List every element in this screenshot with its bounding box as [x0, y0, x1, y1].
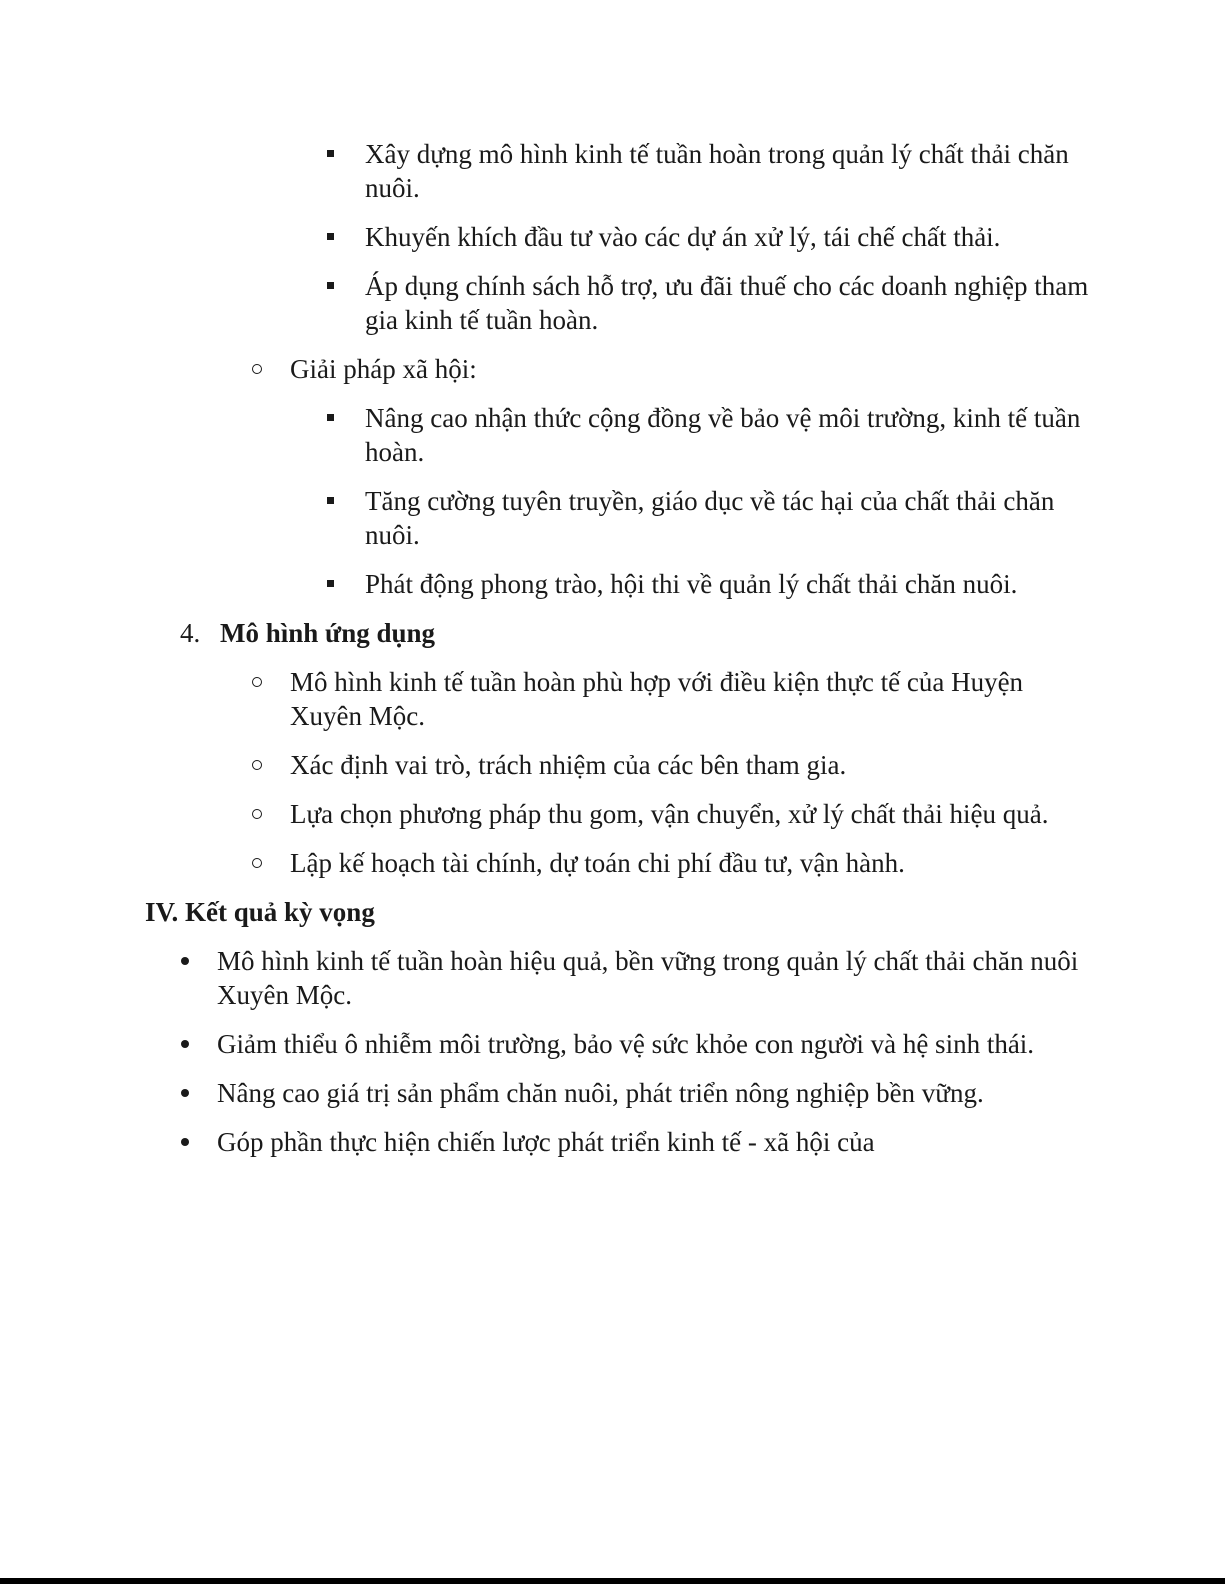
circle-bullet-icon [252, 858, 262, 868]
text-line: Nâng cao giá trị sản phẩm chăn nuôi, phát triển nông nghiệp bền vững. [217, 1078, 984, 1108]
text-line: Tăng cường tuyên truyền, giáo dục về tác hại của chất thải chăn nuôi. [365, 486, 1055, 550]
numbered-heading [180, 616, 1100, 650]
page-bottom-edge-bar [0, 1578, 1225, 1584]
bullet-square [365, 401, 1100, 469]
square-bullet-icon [327, 497, 334, 504]
bullet-square [365, 484, 1100, 552]
circle-bullet-icon [252, 364, 262, 374]
square-bullet-icon [327, 150, 334, 157]
bullet-dot [217, 1076, 1092, 1110]
section-heading [145, 895, 1095, 929]
text-line: Mô hình ứng dụng [220, 618, 436, 648]
document-body [0, 137, 1225, 1159]
dot-bullet-icon [181, 957, 189, 965]
bullet-circle [290, 352, 1095, 386]
text-line: Khuyến khích đầu tư vào các dự án xử lý, tái chế chất thải. [365, 222, 1001, 252]
square-bullet-icon [327, 233, 334, 240]
dot-bullet-icon [181, 1138, 189, 1146]
text-line: Áp dụng chính sách hỗ trợ, ưu đãi thuế cho các doanh nghiệp tham gia kinh tế tuần hoàn. [365, 271, 1089, 335]
bullet-dot [217, 1125, 1092, 1159]
text-line: Xây dựng mô hình kinh tế tuần hoàn trong quản lý chất thải chăn nuôi. [365, 139, 1069, 203]
text-line: Giải pháp xã hội: [290, 354, 477, 384]
bullet-circle [290, 797, 1095, 831]
bullet-square [365, 567, 1100, 601]
circle-bullet-icon [252, 760, 262, 770]
text-line: Xác định vai trò, trách nhiệm của các bên tham gia. [290, 750, 847, 780]
bullet-circle [290, 665, 1095, 733]
text-line: Giảm thiểu ô nhiễm môi trường, bảo vệ sức khỏe con người và hệ sinh thái. [217, 1029, 1035, 1059]
text-line: Lựa chọn phương pháp thu gom, vận chuyển, xử lý chất thải hiệu quả. [290, 799, 1049, 829]
text-line: Mô hình kinh tế tuần hoàn hiệu quả, bền vững trong quản lý chất thải chăn nuôi Xuyên Mộc. [217, 946, 1079, 1010]
dot-bullet-icon [181, 1089, 189, 1097]
bullet-square [365, 220, 1100, 254]
text-line: Mô hình kinh tế tuần hoàn phù hợp với điều kiện thực tế của Huyện Xuyên Mộc. [290, 667, 1024, 731]
text-line: Lập kế hoạch tài chính, dự toán chi phí đầu tư, vận hành. [290, 848, 905, 878]
square-bullet-icon [327, 414, 334, 421]
bullet-dot [217, 1027, 1092, 1061]
square-bullet-icon [327, 580, 334, 587]
bullet-square [365, 137, 1100, 205]
bullet-dot [217, 944, 1092, 1012]
text-line: Nâng cao nhận thức cộng đồng về bảo vệ môi trường, kinh tế tuần hoàn. [365, 403, 1081, 467]
square-bullet-icon [327, 282, 334, 289]
bullet-circle [290, 748, 1095, 782]
list-number: 4. [180, 618, 201, 648]
bullet-circle [290, 846, 1095, 880]
circle-bullet-icon [252, 809, 262, 819]
bullet-square [365, 269, 1100, 337]
dot-bullet-icon [181, 1040, 189, 1048]
text-line: IV. Kết quả kỳ vọng [145, 897, 375, 927]
text-line: Góp phần thực hiện chiến lược phát triển kinh tế - xã hội của [217, 1127, 875, 1157]
text-line: Phát động phong trào, hội thi về quản lý chất thải chăn nuôi. [365, 569, 1018, 599]
circle-bullet-icon [252, 677, 262, 687]
